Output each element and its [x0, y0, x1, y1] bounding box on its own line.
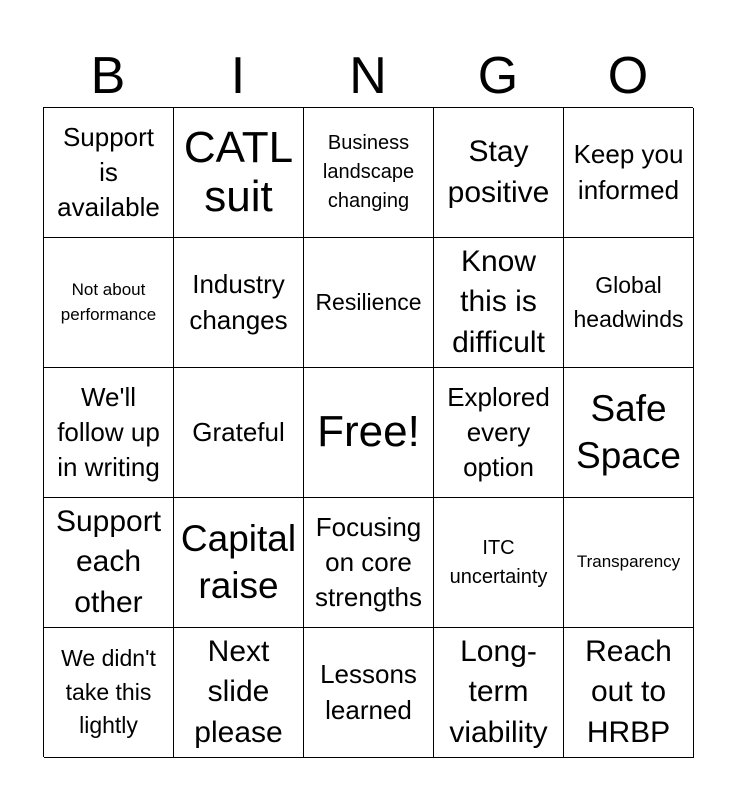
bingo-cell[interactable] [564, 238, 694, 368]
header-letter-b: B [90, 47, 126, 105]
bingo-cell[interactable] [44, 628, 174, 758]
bingo-cell[interactable] [564, 628, 694, 758]
cell-text: Long-term viability [449, 634, 548, 749]
cell-text: Industry changes [189, 269, 288, 335]
cell-text: Lessons learned [320, 659, 417, 725]
bingo-cell[interactable] [304, 238, 434, 368]
bingo-cell[interactable] [434, 238, 564, 368]
cell-text: CATL suit [183, 123, 294, 221]
bingo-cell[interactable] [434, 108, 564, 238]
header-letter-o: O [607, 47, 649, 105]
bingo-cell[interactable] [304, 498, 434, 628]
bingo-header [43, 44, 693, 108]
bingo-cell[interactable] [44, 368, 174, 498]
cell-text: Grateful [192, 416, 285, 447]
cell-text: Support is available [57, 121, 160, 223]
cell-text: Capital raise [180, 518, 297, 606]
bingo-cell[interactable] [44, 108, 174, 238]
bingo-cell[interactable] [174, 108, 304, 238]
cell-text: Resilience [315, 288, 422, 315]
bingo-cell[interactable] [44, 238, 174, 368]
header-letter-n: N [349, 47, 387, 105]
cell-text: Support each other [55, 504, 162, 619]
cell-text: Reach out to HRBP [585, 634, 672, 749]
cell-text: We'll follow up in writing [57, 381, 160, 483]
bingo-cell[interactable] [564, 108, 694, 238]
bingo-cell[interactable] [564, 498, 694, 628]
cell-text: Transparency [576, 552, 681, 572]
cell-text: Next slide please [194, 634, 283, 749]
bingo-grid [43, 107, 693, 757]
cell-text: Safe Space [576, 388, 681, 476]
bingo-cell[interactable] [174, 628, 304, 758]
cell-text: Not about performance [60, 279, 157, 324]
free-space-cell[interactable] [304, 368, 434, 498]
bingo-cell[interactable] [434, 498, 564, 628]
cell-text: ITC uncertainty [449, 536, 548, 588]
bingo-cell[interactable] [434, 628, 564, 758]
header-letter-g: G [477, 47, 519, 105]
bingo-cell[interactable] [564, 368, 694, 498]
cell-text: We didn't take this lightly [61, 645, 156, 739]
cell-text: Global headwinds [573, 272, 684, 332]
cell-text: Business landscape changing [322, 132, 415, 212]
header-letter-i: I [230, 47, 246, 105]
bingo-cell[interactable] [304, 628, 434, 758]
cell-text: Know this is difficult [452, 244, 545, 359]
bingo-cell[interactable] [44, 498, 174, 628]
free-space-text: Free! [317, 407, 420, 457]
bingo-cell[interactable] [434, 368, 564, 498]
cell-text: Keep you informed [573, 139, 684, 205]
cell-text: Stay positive [447, 135, 550, 209]
bingo-cell[interactable] [174, 368, 304, 498]
cell-text: Focusing on core strengths [315, 511, 422, 613]
bingo-cell[interactable] [304, 108, 434, 238]
bingo-cell[interactable] [174, 238, 304, 368]
bingo-cell[interactable] [174, 498, 304, 628]
cell-text: Explored every option [447, 381, 550, 483]
